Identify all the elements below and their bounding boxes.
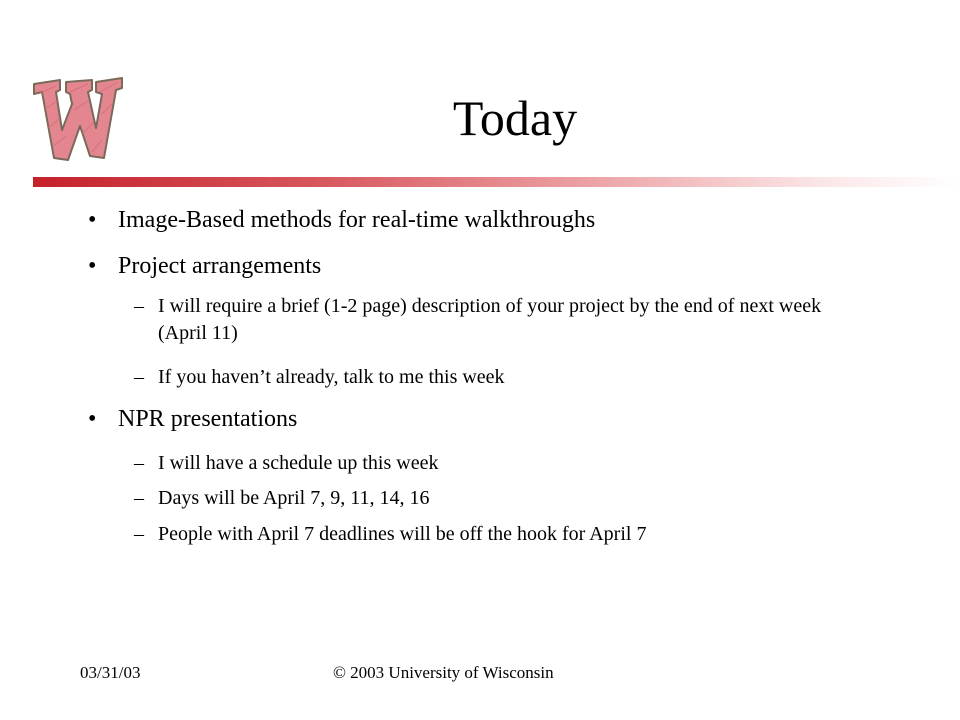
sub-bullet-marker: – [134, 295, 144, 317]
footer-date: 03/31/03 [80, 663, 141, 682]
sub-bullet-text: People with April 7 deadlines will be off the hook for April 7 [158, 523, 647, 545]
sub-bullet-marker: – [134, 452, 144, 474]
sub-bullet-marker: – [134, 487, 144, 509]
sub-bullet-marker: – [134, 523, 144, 545]
slide-title: Today [452, 90, 578, 146]
sub-bullet-marker: – [134, 366, 144, 388]
bullet-text: Image-Based methods for real-time walkthroughs [118, 207, 596, 233]
footer-copyright: © 2003 University of Wisconsin [333, 663, 554, 682]
bullet-text: Project arrangements [118, 253, 322, 279]
sub-bullet-text: If you haven’t already, talk to me this week [158, 366, 505, 388]
bullet-text: NPR presentations [118, 406, 298, 432]
bullet-marker: • [88, 406, 97, 432]
bullet-marker: • [88, 207, 97, 233]
bullet-marker: • [88, 253, 97, 279]
title-divider [33, 177, 960, 187]
sub-bullet-text: Days will be April 7, 9, 11, 14, 16 [158, 487, 430, 509]
sub-bullet-text: I will require a brief (1-2 page) description of your project by the end of next week (April 11) [158, 295, 822, 344]
sub-bullet-text: I will have a schedule up this week [158, 452, 439, 474]
